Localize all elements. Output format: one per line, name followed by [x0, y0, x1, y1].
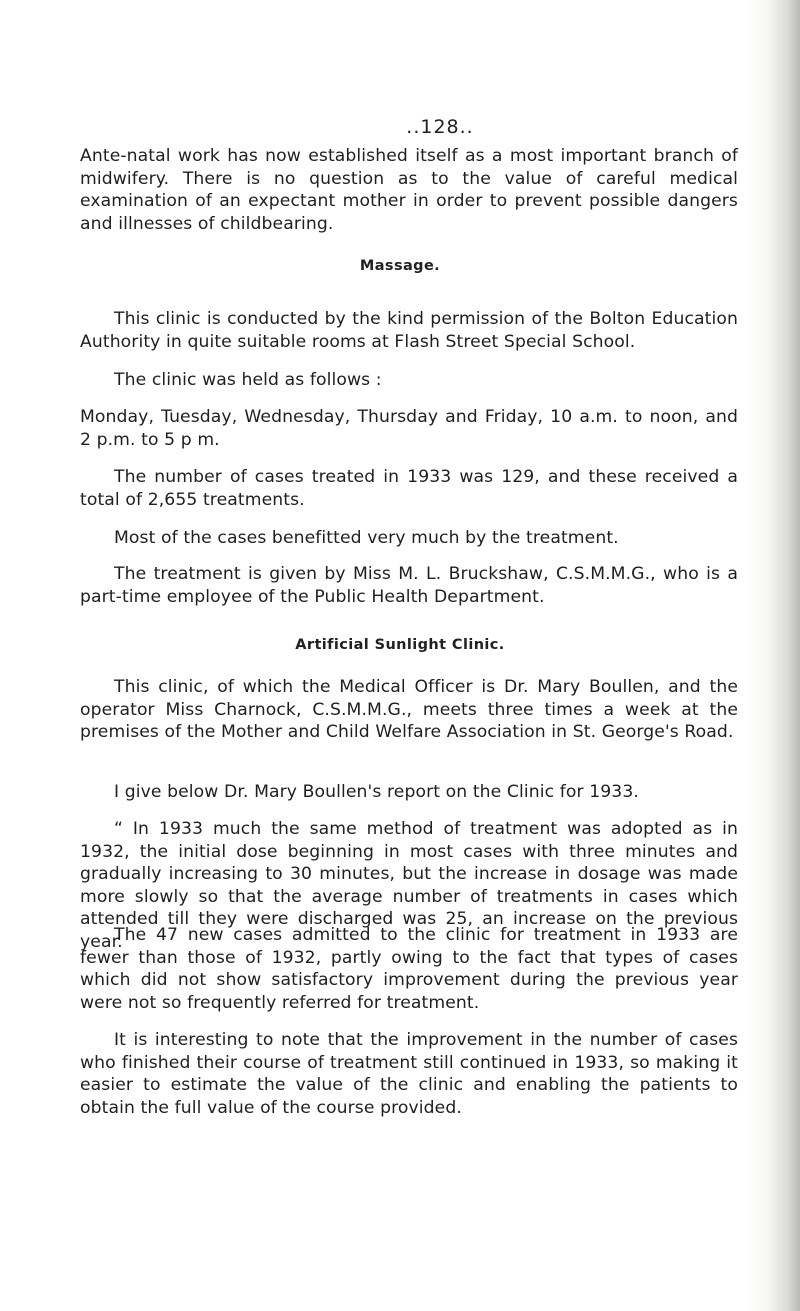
massage-paragraph-1: This clinic is conducted by the kind permission of the Bolton Education Authority in quite suitable rooms at Flash Street Special School. [80, 309, 738, 352]
intro-paragraph: Ante-natal work has now established itself as a most important branch of midwifery. There is no question as to the value of careful medical examination of an expectant mother in order to prevent possible dangers and illnesses of childbearing. [80, 146, 738, 234]
sunlight-paragraph-3: “ In 1933 much the same method of treatment was adopted as in 1932, the initial dose beginning in most cases with three minutes and gradually increasing to 30 minutes, but the increase in dosage was made more slowly so that the average number of treatments in cases which attended till they were discharged was 25, an increase on the previous year. [80, 819, 738, 952]
massage-paragraph-2: The clinic was held as follows : [114, 370, 382, 390]
massage-paragraph-3: Monday, Tuesday, Wednesday, Thursday and Friday, 10 a.m. to noon, and 2 p.m. to 5 p m. [80, 407, 738, 450]
sunlight-paragraph-1: This clinic, of which the Medical Officer is Dr. Mary Boullen, and the operator Miss Charnock, C.S.M.M.G., meets three times a week at the premises of the Mother and Child Welfare Association in St. George's Road. [80, 677, 738, 742]
massage-paragraph-6: The treatment is given by Miss M. L. Bruckshaw, C.S.M.M.G., who is a part-time employee of the Public Health Department. [80, 564, 738, 607]
sunlight-heading: Artificial Sunlight Clinic. [295, 637, 505, 653]
sunlight-paragraph-2: I give below Dr. Mary Boullen's report on the Clinic for 1933. [114, 782, 639, 802]
massage-heading: Massage. [359, 258, 441, 274]
sunlight-paragraph-4: The 47 new cases admitted to the clinic for treatment in 1933 are fewer than those of 1932, partly owing to the fact that types of cases which did not show satisfactory improvement during the previous year were not so frequently referred for treatment. [80, 925, 738, 1013]
massage-paragraph-5: Most of the cases benefitted very much by the treatment. [114, 528, 619, 548]
page-number: ..128.. [406, 116, 474, 138]
sunlight-paragraph-5: It is interesting to note that the improvement in the number of cases who finished their course of treatment still continued in 1933, so making it easier to estimate the value of the clinic and enabling the patients to obtain the full value of the course provided. [80, 1030, 738, 1118]
massage-paragraph-4: The number of cases treated in 1933 was 129, and these received a total of 2,655 treatments. [80, 467, 738, 510]
